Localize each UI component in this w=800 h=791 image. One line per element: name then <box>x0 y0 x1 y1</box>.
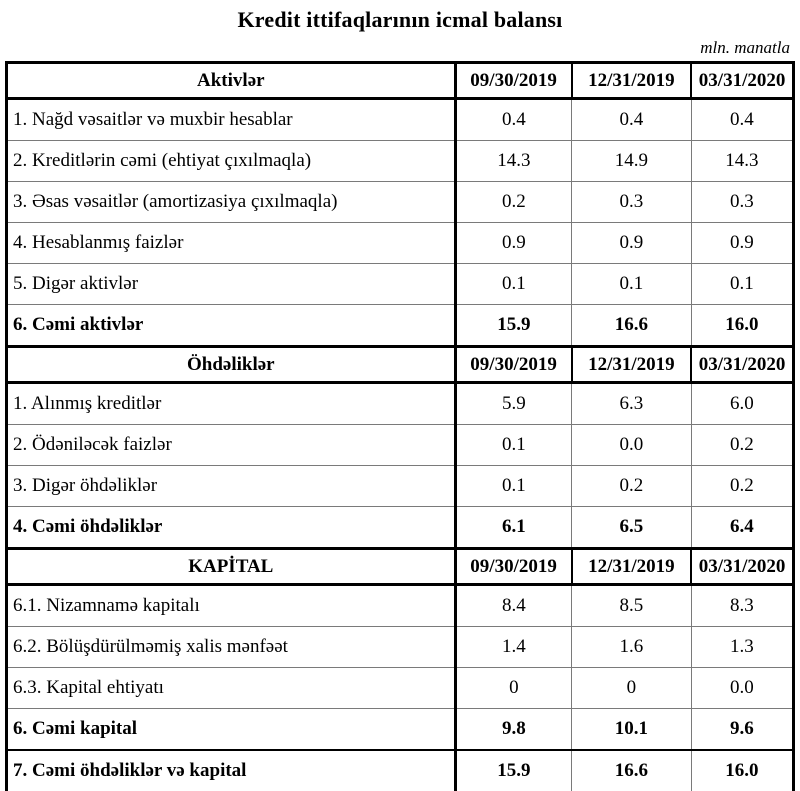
value-cell: 8.3 <box>691 585 793 627</box>
column-header-date: 09/30/2019 <box>455 63 571 99</box>
table-row <box>7 585 794 627</box>
table-row <box>7 99 794 141</box>
value-cell: 16.6 <box>572 750 692 791</box>
value-cell: 6.5 <box>572 507 692 549</box>
column-header-date: 12/31/2019 <box>572 63 692 99</box>
row-label: 2. Kreditlərin cəmi (ehtiyat çıxılmaqla) <box>7 141 456 182</box>
value-cell: 14.9 <box>572 141 692 182</box>
value-cell: 16.0 <box>691 305 793 347</box>
value-cell: 0.4 <box>572 99 692 141</box>
table-row <box>7 750 794 791</box>
value-cell: 6.1 <box>455 507 571 549</box>
value-cell: 0.1 <box>455 466 571 507</box>
row-label: 7. Cəmi öhdəliklər və kapital <box>7 750 456 791</box>
value-cell: 16.6 <box>572 305 692 347</box>
table-row <box>7 182 794 223</box>
value-cell: 15.9 <box>455 305 571 347</box>
value-cell: 0.1 <box>572 264 692 305</box>
row-label: 6.2. Bölüşdürülməmiş xalis mənfəət <box>7 627 456 668</box>
section-header-title: KAPİTAL <box>7 549 456 585</box>
column-header-date: 03/31/2020 <box>691 63 793 99</box>
balance-table <box>5 61 795 791</box>
value-cell: 0.4 <box>691 99 793 141</box>
value-cell: 14.3 <box>455 141 571 182</box>
table-row <box>7 141 794 182</box>
row-label: 6. Cəmi aktivlər <box>7 305 456 347</box>
value-cell: 8.5 <box>572 585 692 627</box>
value-cell: 15.9 <box>455 750 571 791</box>
value-cell: 1.3 <box>691 627 793 668</box>
column-header-date: 12/31/2019 <box>572 347 692 383</box>
row-label: 1. Alınmış kreditlər <box>7 383 456 425</box>
value-cell: 0.0 <box>691 668 793 709</box>
section-header-title: Öhdəliklər <box>7 347 456 383</box>
row-label: 4. Cəmi öhdəliklər <box>7 507 456 549</box>
row-label: 3. Digər öhdəliklər <box>7 466 456 507</box>
value-cell: 8.4 <box>455 585 571 627</box>
value-cell: 0.0 <box>572 425 692 466</box>
row-label: 4. Hesablanmış faizlər <box>7 223 456 264</box>
table-row <box>7 466 794 507</box>
section-header-title: Aktivlər <box>7 63 456 99</box>
value-cell: 0.2 <box>691 425 793 466</box>
column-header-date: 12/31/2019 <box>572 549 692 585</box>
table-row <box>7 223 794 264</box>
table-row <box>7 425 794 466</box>
row-label: 1. Nağd vəsaitlər və muxbir hesablar <box>7 99 456 141</box>
value-cell: 6.3 <box>572 383 692 425</box>
table-row <box>7 383 794 425</box>
balance-table-body <box>7 63 794 791</box>
value-cell: 0 <box>455 668 571 709</box>
table-row <box>7 668 794 709</box>
value-cell: 0.4 <box>455 99 571 141</box>
value-cell: 0.1 <box>691 264 793 305</box>
row-label: 2. Ödəniləcək faizlər <box>7 425 456 466</box>
column-header-date: 03/31/2020 <box>691 347 793 383</box>
row-label: 6.1. Nizamnamə kapitalı <box>7 585 456 627</box>
value-cell: 6.0 <box>691 383 793 425</box>
value-cell: 6.4 <box>691 507 793 549</box>
table-row <box>7 627 794 668</box>
page-title: Kredit ittifaqlarının icmal balansı <box>237 7 563 32</box>
value-cell: 0.3 <box>691 182 793 223</box>
value-cell: 5.9 <box>455 383 571 425</box>
table-row <box>7 507 794 549</box>
value-cell: 0.2 <box>572 466 692 507</box>
value-cell: 0.2 <box>455 182 571 223</box>
value-cell: 1.6 <box>572 627 692 668</box>
table-row <box>7 709 794 751</box>
value-cell: 0.9 <box>455 223 571 264</box>
row-label: 6.3. Kapital ehtiyatı <box>7 668 456 709</box>
value-cell: 1.4 <box>455 627 571 668</box>
value-cell: 0.1 <box>455 425 571 466</box>
row-label: 3. Əsas vəsaitlər (amortizasiya çıxılmaqla) <box>7 182 456 223</box>
unit-note: mln. manatla <box>700 38 790 57</box>
row-label: 6. Cəmi kapital <box>7 709 456 751</box>
value-cell: 0 <box>572 668 692 709</box>
value-cell: 0.9 <box>691 223 793 264</box>
section-header-row <box>7 549 794 585</box>
column-header-date: 03/31/2020 <box>691 549 793 585</box>
value-cell: 16.0 <box>691 750 793 791</box>
value-cell: 10.1 <box>572 709 692 751</box>
value-cell: 0.9 <box>572 223 692 264</box>
value-cell: 0.1 <box>455 264 571 305</box>
value-cell: 9.8 <box>455 709 571 751</box>
column-header-date: 09/30/2019 <box>455 347 571 383</box>
row-label: 5. Digər aktivlər <box>7 264 456 305</box>
section-header-row <box>7 63 794 99</box>
table-row <box>7 305 794 347</box>
column-header-date: 09/30/2019 <box>455 549 571 585</box>
value-cell: 14.3 <box>691 141 793 182</box>
value-cell: 0.2 <box>691 466 793 507</box>
value-cell: 0.3 <box>572 182 692 223</box>
table-row <box>7 264 794 305</box>
section-header-row <box>7 347 794 383</box>
value-cell: 9.6 <box>691 709 793 751</box>
